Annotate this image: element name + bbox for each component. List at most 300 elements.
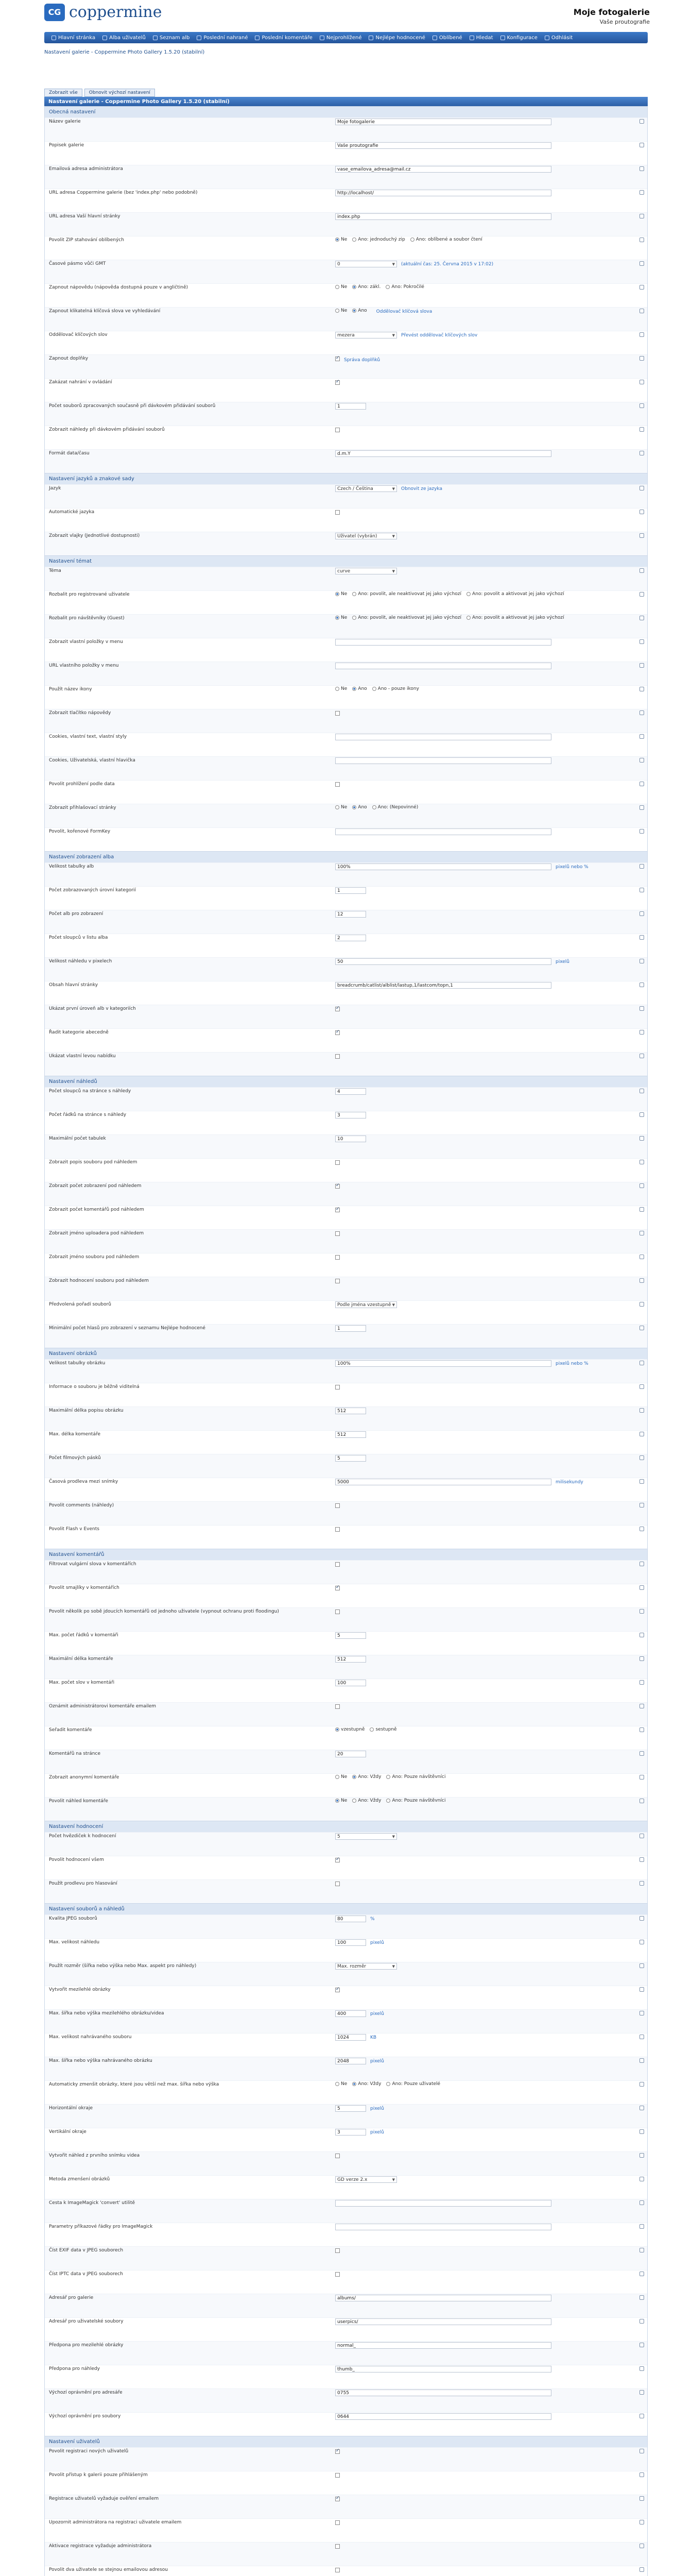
help-icon[interactable]: [639, 2414, 644, 2418]
help-icon[interactable]: [639, 119, 644, 124]
help-icon[interactable]: [639, 805, 644, 810]
setting-input[interactable]: [335, 2413, 551, 2420]
tab-0[interactable]: Zobrazit vše: [44, 89, 82, 97]
setting-checkbox[interactable]: [335, 1988, 340, 1992]
help-icon[interactable]: [639, 510, 644, 514]
help-icon[interactable]: [639, 2200, 644, 2205]
help-icon[interactable]: [639, 1562, 644, 1566]
setting-checkbox[interactable]: [335, 1586, 340, 1590]
tab-1[interactable]: Obnovit výchozí nastavení: [84, 89, 155, 97]
help-icon[interactable]: [639, 285, 644, 290]
section-title[interactable]: Nastavení souborů a náhledů: [45, 1903, 647, 1914]
section-title[interactable]: Nastavení uživatelů: [45, 2436, 647, 2447]
section-title[interactable]: Nastavení témat: [45, 555, 647, 567]
help-icon[interactable]: [639, 864, 644, 869]
setting-checkbox[interactable]: [335, 2449, 340, 2454]
setting-input[interactable]: [335, 863, 551, 870]
help-icon[interactable]: [639, 1479, 644, 1484]
setting-checkbox[interactable]: [335, 2497, 340, 2501]
help-icon[interactable]: [639, 166, 644, 171]
help-icon[interactable]: [639, 2544, 644, 2548]
setting-radio-option[interactable]: [386, 284, 424, 290]
help-icon[interactable]: [639, 1006, 644, 1011]
help-icon[interactable]: [639, 2153, 644, 2158]
setting-checkbox[interactable]: [335, 510, 340, 515]
setting-input[interactable]: [335, 2010, 366, 2017]
setting-input[interactable]: [335, 1916, 366, 1922]
setting-input[interactable]: [335, 190, 551, 196]
setting-label: Rozbalit pro návštěvníky (Guest): [49, 616, 125, 621]
setting-input[interactable]: [335, 639, 551, 646]
help-icon[interactable]: [639, 911, 644, 916]
setting-input[interactable]: [335, 1112, 366, 1118]
setting-radio-option[interactable]: [352, 805, 367, 810]
help-icon[interactable]: [639, 829, 644, 834]
setting-radio-option[interactable]: [335, 805, 347, 810]
setting-radio-option[interactable]: [335, 591, 347, 597]
setting-radio-option[interactable]: [335, 308, 347, 313]
help-icon[interactable]: [639, 982, 644, 987]
help-icon[interactable]: [639, 1775, 644, 1780]
help-icon[interactable]: [639, 1183, 644, 1188]
setting-radio-option[interactable]: [386, 2081, 440, 2087]
help-icon[interactable]: [639, 1704, 644, 1708]
help-icon[interactable]: [639, 486, 644, 490]
help-cell: [636, 284, 647, 290]
setting-radio-option[interactable]: [386, 1774, 445, 1780]
help-icon[interactable]: [639, 1054, 644, 1058]
setting-input[interactable]: [335, 1680, 366, 1686]
setting-select[interactable]: [335, 1833, 397, 1840]
help-icon[interactable]: [639, 734, 644, 739]
help-icon[interactable]: [639, 238, 644, 242]
coppermine-logo[interactable]: [44, 3, 162, 21]
section-title[interactable]: Nastavení komentářů: [45, 1549, 647, 1560]
help-icon[interactable]: [639, 2177, 644, 2181]
help-icon[interactable]: [639, 1207, 644, 1212]
help-icon[interactable]: [639, 1585, 644, 1590]
help-icon[interactable]: [639, 1881, 644, 1886]
setting-select[interactable]: [335, 485, 397, 492]
radio-dot-icon: [352, 1775, 356, 1779]
setting-label: Seřadit komentáře: [49, 1727, 92, 1733]
select-value: GD verze 2.x: [337, 2177, 368, 2182]
setting-input[interactable]: [335, 1408, 366, 1414]
help-icon[interactable]: [639, 1963, 644, 1968]
setting-input[interactable]: [335, 828, 551, 835]
help-icon[interactable]: [639, 1680, 644, 1685]
nav-item-10[interactable]: [545, 35, 573, 41]
setting-radio-option[interactable]: [335, 615, 347, 620]
help-icon[interactable]: [639, 2272, 644, 2276]
setting-input[interactable]: [335, 935, 366, 941]
setting-input[interactable]: [335, 982, 551, 989]
setting-input[interactable]: [335, 2342, 551, 2349]
setting-radio-option[interactable]: [352, 284, 380, 290]
setting-input[interactable]: [335, 1431, 366, 1438]
help-icon[interactable]: [639, 2472, 644, 2477]
setting-checkbox[interactable]: [335, 1609, 340, 1614]
setting-label: Zobrazit popis souboru pod náhledem: [49, 1160, 137, 1165]
help-icon[interactable]: [639, 758, 644, 762]
setting-input[interactable]: [335, 2224, 551, 2230]
setting-input[interactable]: [335, 1136, 366, 1142]
help-icon[interactable]: [639, 1609, 644, 1614]
help-icon[interactable]: [639, 190, 644, 195]
nav-item-9[interactable]: [500, 35, 538, 41]
setting-radio-option[interactable]: [335, 686, 347, 691]
help-icon[interactable]: [639, 782, 644, 786]
section-title[interactable]: Nastavení obrázků: [45, 1348, 647, 1359]
section-title[interactable]: Nastavení náhledů: [45, 1076, 647, 1087]
nav-item-5[interactable]: [320, 35, 362, 41]
help-icon[interactable]: [639, 143, 644, 147]
setting-radio-option[interactable]: [466, 591, 564, 597]
help-icon[interactable]: [639, 1160, 644, 1164]
help-icon[interactable]: [639, 2295, 644, 2300]
setting-select[interactable]: [335, 1301, 397, 1308]
help-icon[interactable]: [639, 1857, 644, 1862]
setting-checkbox[interactable]: [335, 1231, 340, 1236]
setting-checkbox[interactable]: [335, 1160, 340, 1165]
setting-checkbox[interactable]: [335, 2544, 340, 2549]
help-icon[interactable]: [639, 2224, 644, 2229]
setting-label: Povolit několik po sobě jdoucích komentářů od jednoho uživatele (vypnout ochranu proti floodingu): [49, 1609, 279, 1614]
help-icon[interactable]: [639, 2106, 644, 2110]
setting-checkbox[interactable]: [335, 2520, 340, 2525]
help-icon[interactable]: [639, 1030, 644, 1035]
help-icon[interactable]: [639, 2035, 644, 2039]
setting-input[interactable]: [335, 663, 551, 669]
setting-input[interactable]: [335, 2366, 551, 2372]
help-icon[interactable]: [639, 2567, 644, 2572]
setting-checkbox[interactable]: [335, 428, 340, 432]
nav-item-3[interactable]: [197, 35, 248, 41]
radio-option-label: Ne: [341, 1774, 348, 1780]
help-icon[interactable]: [639, 1361, 644, 1365]
breadcrumb-text[interactable]: Nastavení galerie - Coppermine Photo Gallery 1.5.20 (stabilní): [44, 49, 205, 55]
setting-select[interactable]: [335, 261, 397, 267]
help-cell: [636, 2033, 647, 2039]
setting-checkbox[interactable]: [335, 1054, 340, 1059]
setting-row: [45, 1478, 647, 1501]
help-icon[interactable]: [639, 214, 644, 218]
setting-input[interactable]: [335, 911, 366, 918]
setting-value: [333, 2318, 636, 2326]
setting-checkbox[interactable]: [335, 1385, 340, 1389]
help-icon[interactable]: [639, 380, 644, 384]
help-icon[interactable]: [639, 1751, 644, 1756]
help-cell: [636, 686, 647, 691]
help-icon[interactable]: [639, 1656, 644, 1661]
help-icon[interactable]: [639, 1255, 644, 1259]
setting-checkbox[interactable]: [335, 2154, 340, 2158]
setting-label: Povolit hodnocení všem: [49, 1857, 104, 1862]
nav-item-2[interactable]: [153, 35, 189, 41]
setting-checkbox[interactable]: [335, 1208, 340, 1212]
help-cell: [636, 781, 647, 786]
help-icon[interactable]: [639, 1384, 644, 1389]
section-title[interactable]: Nastavení hodnocení: [45, 1821, 647, 1832]
setting-input[interactable]: [335, 2200, 551, 2207]
help-icon[interactable]: [639, 356, 644, 361]
setting-input[interactable]: [335, 2034, 366, 2041]
help-icon[interactable]: [639, 2343, 644, 2347]
setting-input[interactable]: [335, 2318, 551, 2325]
help-icon[interactable]: [639, 2496, 644, 2501]
help-icon[interactable]: [639, 2390, 644, 2395]
help-icon[interactable]: [639, 888, 644, 892]
setting-radio-option[interactable]: [410, 237, 482, 242]
help-icon[interactable]: [639, 1527, 644, 1531]
setting-radio-option[interactable]: [335, 237, 347, 242]
setting-extra[interactable]: milisekundy: [556, 1479, 583, 1485]
setting-checkbox[interactable]: [335, 1279, 340, 1283]
setting-radio-option[interactable]: [372, 686, 419, 691]
help-icon[interactable]: [639, 332, 644, 337]
setting-checkbox[interactable]: [335, 2272, 340, 2277]
help-icon[interactable]: [639, 1834, 644, 1838]
setting-checkbox[interactable]: [335, 380, 340, 385]
setting-input[interactable]: [335, 1325, 366, 1332]
help-icon[interactable]: [639, 2082, 644, 2087]
setting-input[interactable]: [335, 1479, 551, 1485]
setting-input[interactable]: [335, 2105, 366, 2112]
setting-input[interactable]: [335, 1751, 366, 1757]
help-icon[interactable]: [639, 1799, 644, 1803]
setting-input[interactable]: [335, 403, 366, 410]
nav-item-8[interactable]: [470, 35, 493, 41]
help-icon[interactable]: [639, 2449, 644, 2453]
setting-checkbox[interactable]: [335, 1527, 340, 1532]
nav-item-0[interactable]: [51, 35, 95, 41]
setting-checkbox[interactable]: [335, 1882, 340, 1886]
nav-item-7[interactable]: [432, 35, 462, 41]
setting-extra[interactable]: Převést oddělovač klíčových slov: [401, 332, 478, 338]
setting-checkbox[interactable]: [335, 1858, 340, 1862]
help-icon[interactable]: [639, 592, 644, 597]
help-icon[interactable]: [639, 935, 644, 940]
help-icon[interactable]: [639, 1112, 644, 1117]
help-icon[interactable]: [639, 710, 644, 715]
help-icon[interactable]: [639, 1302, 644, 1307]
setting-checkbox[interactable]: [335, 1562, 340, 1567]
setting-input[interactable]: [335, 1656, 366, 1663]
setting-extra[interactable]: Správa doplňků: [344, 358, 380, 363]
help-icon[interactable]: [639, 2058, 644, 2063]
setting-input[interactable]: [335, 1939, 366, 1946]
nav-item-label: Hledat: [476, 35, 493, 41]
setting-radio-option[interactable]: [352, 2081, 381, 2087]
setting-radio-option[interactable]: [466, 615, 564, 620]
setting-radio-option[interactable]: [335, 1798, 347, 1803]
help-icon[interactable]: [639, 663, 644, 668]
setting-radio-option[interactable]: [352, 686, 367, 691]
setting-input[interactable]: [335, 166, 551, 173]
setting-checkbox[interactable]: [335, 2473, 340, 2478]
help-icon[interactable]: [639, 1633, 644, 1637]
setting-row: [45, 2175, 647, 2199]
setting-checkbox[interactable]: [335, 1184, 340, 1189]
setting-checkbox[interactable]: [335, 357, 340, 361]
help-icon[interactable]: [639, 427, 644, 432]
help-cell: [636, 1798, 647, 1803]
setting-radio-option[interactable]: [335, 1727, 365, 1732]
help-icon[interactable]: [639, 2319, 644, 2324]
setting-extra[interactable]: pixelů: [556, 959, 570, 964]
setting-radio-option[interactable]: [352, 1798, 381, 1803]
setting-radio-option[interactable]: [372, 805, 419, 810]
setting-select[interactable]: [335, 332, 397, 338]
nav-item-4[interactable]: [255, 35, 312, 41]
setting-extra[interactable]: pixelů: [370, 2106, 385, 2111]
help-icon[interactable]: [639, 1916, 644, 1921]
setting-extra[interactable]: Obnovit ze jazyka: [401, 486, 442, 492]
help-cell: [636, 591, 647, 597]
setting-extra[interactable]: %: [370, 1916, 375, 1922]
setting-select[interactable]: [335, 1963, 397, 1970]
setting-input[interactable]: [335, 2295, 551, 2301]
help-icon[interactable]: [639, 1278, 644, 1283]
setting-radio-option[interactable]: [386, 1798, 445, 1803]
setting-extra[interactable]: pixelů nebo %: [556, 1361, 589, 1366]
setting-radio-option[interactable]: [352, 237, 405, 242]
setting-input[interactable]: [335, 118, 551, 125]
help-icon[interactable]: [639, 1940, 644, 1944]
help-icon[interactable]: [639, 533, 644, 538]
help-cell: [636, 308, 647, 313]
setting-input[interactable]: [335, 142, 551, 149]
setting-label: Max. počet řádků v komentáři: [49, 1633, 118, 1638]
help-icon[interactable]: [639, 451, 644, 455]
setting-radio-option[interactable]: [335, 1774, 347, 1780]
setting-checkbox[interactable]: [335, 1030, 340, 1035]
radio-dot-icon: [386, 2082, 390, 2086]
setting-label: Číst IPTC data v JPEG souborech: [49, 2272, 123, 2277]
setting-input[interactable]: [335, 734, 551, 740]
help-cell: [636, 213, 647, 218]
setting-label: Povolit smajlíky v komentářích: [49, 1585, 119, 1590]
help-icon[interactable]: [639, 1326, 644, 1330]
setting-select[interactable]: [335, 2176, 397, 2183]
help-icon[interactable]: [639, 1727, 644, 1732]
setting-extra[interactable]: pixelů: [370, 2058, 385, 2064]
help-icon[interactable]: [639, 403, 644, 408]
setting-input[interactable]: [335, 887, 366, 894]
section-title[interactable]: Nastavení zobrazení alba: [45, 851, 647, 862]
setting-extra[interactable]: pixelů: [370, 1940, 385, 1945]
setting-input[interactable]: [335, 958, 551, 965]
setting-radio-option[interactable]: [352, 591, 461, 597]
nav-item-label: Konfigurace: [507, 35, 538, 41]
setting-checkbox[interactable]: [335, 1503, 340, 1508]
setting-extra[interactable]: pixelů nebo %: [556, 864, 589, 870]
setting-radio-option[interactable]: [352, 308, 367, 313]
setting-label: Počet řádků na stránce s náhledy: [49, 1112, 127, 1117]
setting-row: [45, 780, 647, 804]
help-icon[interactable]: [639, 2520, 644, 2524]
help-icon[interactable]: [639, 1408, 644, 1413]
setting-input[interactable]: [335, 757, 551, 764]
setting-select[interactable]: [335, 568, 397, 574]
setting-checkbox[interactable]: [335, 2248, 340, 2253]
setting-checkbox[interactable]: [335, 2568, 340, 2572]
help-icon[interactable]: [639, 1231, 644, 1235]
setting-input[interactable]: [335, 2058, 366, 2064]
radio-dot-icon: [335, 616, 339, 620]
setting-input[interactable]: [335, 1455, 366, 1462]
help-icon[interactable]: [639, 1455, 644, 1460]
setting-value: [333, 1053, 636, 1061]
setting-radio-option[interactable]: [370, 1727, 396, 1732]
help-icon[interactable]: [639, 2366, 644, 2371]
setting-extra[interactable]: (aktuální čas: 25. Června 2015 v 17:02): [401, 261, 494, 267]
setting-checkbox[interactable]: [335, 1255, 340, 1260]
setting-select[interactable]: [335, 533, 397, 539]
setting-checkbox[interactable]: [335, 1007, 340, 1011]
help-icon[interactable]: [639, 1136, 644, 1141]
nav-item-6[interactable]: [369, 35, 425, 41]
setting-input[interactable]: [335, 1632, 366, 1639]
radio-option-label: Ne: [341, 237, 348, 242]
help-cell: [636, 1029, 647, 1035]
help-icon[interactable]: [639, 2011, 644, 2015]
help-icon[interactable]: [639, 1503, 644, 1507]
setting-label: Maximální délka komentáře: [49, 1656, 113, 1662]
help-icon[interactable]: [639, 309, 644, 313]
section-title[interactable]: Nastavení jazyků a znakové sady: [45, 473, 647, 484]
help-icon[interactable]: [639, 1089, 644, 1093]
setting-value: [333, 1159, 636, 1167]
setting-checkbox[interactable]: [335, 711, 340, 716]
setting-input[interactable]: [335, 450, 551, 457]
setting-row: [45, 1726, 647, 1750]
setting-radio-option[interactable]: [335, 284, 347, 290]
setting-checkbox[interactable]: [335, 782, 340, 787]
help-cell: [636, 1253, 647, 1259]
setting-radio-option[interactable]: [352, 1774, 381, 1780]
help-icon[interactable]: [639, 568, 644, 573]
help-icon[interactable]: [639, 959, 644, 963]
setting-extra[interactable]: pixelů: [370, 2129, 385, 2135]
help-icon[interactable]: [639, 2129, 644, 2134]
setting-extra[interactable]: pixelů: [370, 2011, 385, 2016]
help-icon[interactable]: [639, 687, 644, 691]
setting-radio-option[interactable]: [335, 2081, 347, 2087]
setting-input[interactable]: [335, 2389, 551, 2396]
nav-item-1[interactable]: [102, 35, 146, 41]
setting-extra[interactable]: KB: [370, 2035, 377, 2040]
setting-input[interactable]: [335, 2129, 366, 2136]
section-title[interactable]: Obecná nastavení: [45, 106, 647, 117]
help-icon[interactable]: [639, 1432, 644, 1436]
setting-row: [45, 638, 647, 662]
setting-checkbox[interactable]: [335, 1704, 340, 1709]
setting-radio-option[interactable]: [352, 615, 461, 620]
setting-row: [45, 1430, 647, 1454]
help-icon[interactable]: [639, 2248, 644, 2252]
setting-input[interactable]: [335, 1088, 366, 1095]
config-section: [44, 1549, 648, 1821]
help-icon[interactable]: [639, 639, 644, 644]
help-icon[interactable]: [639, 261, 644, 266]
help-cell: [636, 2413, 647, 2418]
help-icon[interactable]: [639, 616, 644, 620]
setting-input[interactable]: [335, 1360, 551, 1367]
setting-input[interactable]: [335, 213, 551, 220]
help-icon[interactable]: [639, 1987, 644, 1992]
setting-extra[interactable]: Oddělovač klíčová slova: [376, 309, 432, 314]
